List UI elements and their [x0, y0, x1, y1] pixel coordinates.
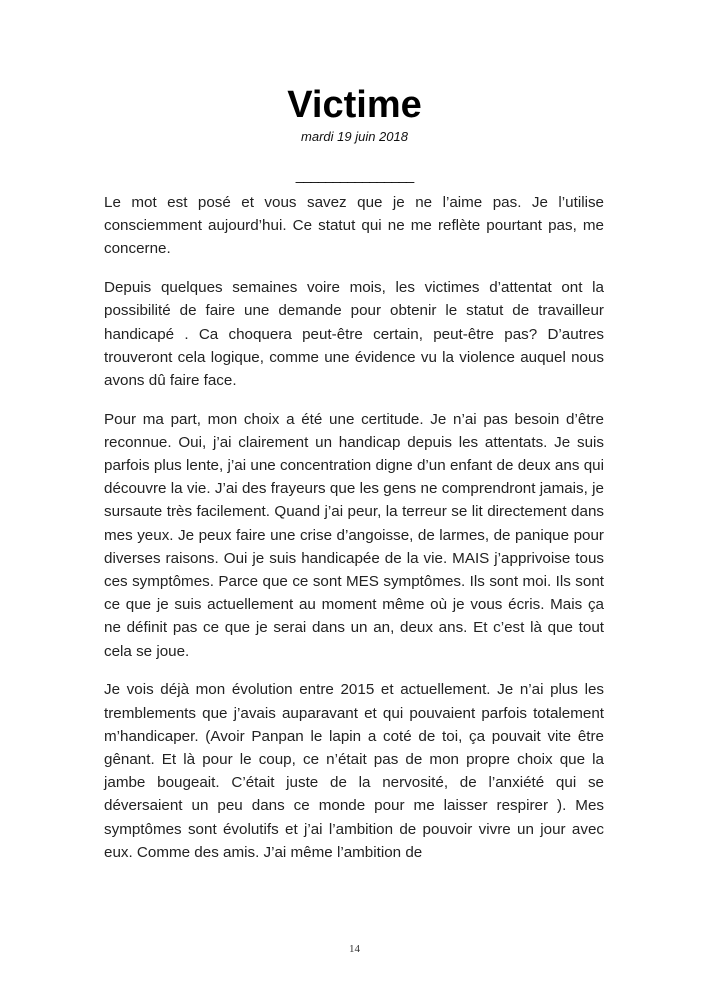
page-number: 14	[349, 943, 360, 955]
paragraph-3: Pour ma part, mon choix a été une certitude. Je n’ai pas besoin d’être reconnue. Oui, j’ai clairement un handicap depuis les attentats. Je suis parfois plus lente, j’ai une concentration digne d’un enfant de deux ans qui découvre la vie. J’ai des frayeurs que les gens ne comprendront jamais, je sursaute très facilement. Quand j’ai peur, la terreur se lit directement dans mes yeux. Je peux faire une crise d’angoisse, de larmes, de panique pour diverses raisons. Oui je suis handicapée de la vie. MAIS j’apprivoise tous ces symptômes. Parce que ce sont MES symptômes. Ils sont moi. Ils sont ce que je suis actuellement au moment même où je vous écris. Mais ça ne définit pas ce que je serai dans un an, deux ans. Et c’est là que tout cela se joue.	[104, 410, 604, 660]
page-title: Victime	[287, 84, 422, 126]
article-body	[104, 191, 604, 879]
separator-line: ________________	[295, 167, 414, 184]
paragraph-2: Depuis quelques semaines voire mois, les victimes d’attentat ont la possibilité de faire une demande pour obtenir le statut de travailleur handicapé . Ca choquera peut-être certain, peut-être pas? D’autres trouveront cela logique, comme une évidence vu la violence auquel nous avons dû faire face.	[104, 279, 604, 389]
paragraph-1: Le mot est posé et vous savez que je ne l’aime pas. Je l’utilise consciemment aujourd’hui. Ce statut qui ne me reflète pourtant pas, me concerne.	[104, 194, 604, 258]
paragraph-4: Je vois déjà mon évolution entre 2015 et actuellement. Je n’ai plus les tremblements que j’avais auparavant et qui pouvaient parfois totalement m’handicaper. (Avoir Panpan le lapin a coté de toi, ça pouvait vite être gênant. Et là pour le coup, ce n’était pas de mon propre choix que la jambe bougeait. C’était juste de la nervosité, de l’anxiété qui se déversaient un peu dans ce monde pour me laisser respirer ). Mes symptômes sont évolutifs et j’ai l’ambition de pouvoir vivre un jour avec eux. Comme des amis. J’ai même l’ambition de	[104, 681, 604, 861]
post-date: mardi 19 juin 2018	[301, 129, 408, 144]
